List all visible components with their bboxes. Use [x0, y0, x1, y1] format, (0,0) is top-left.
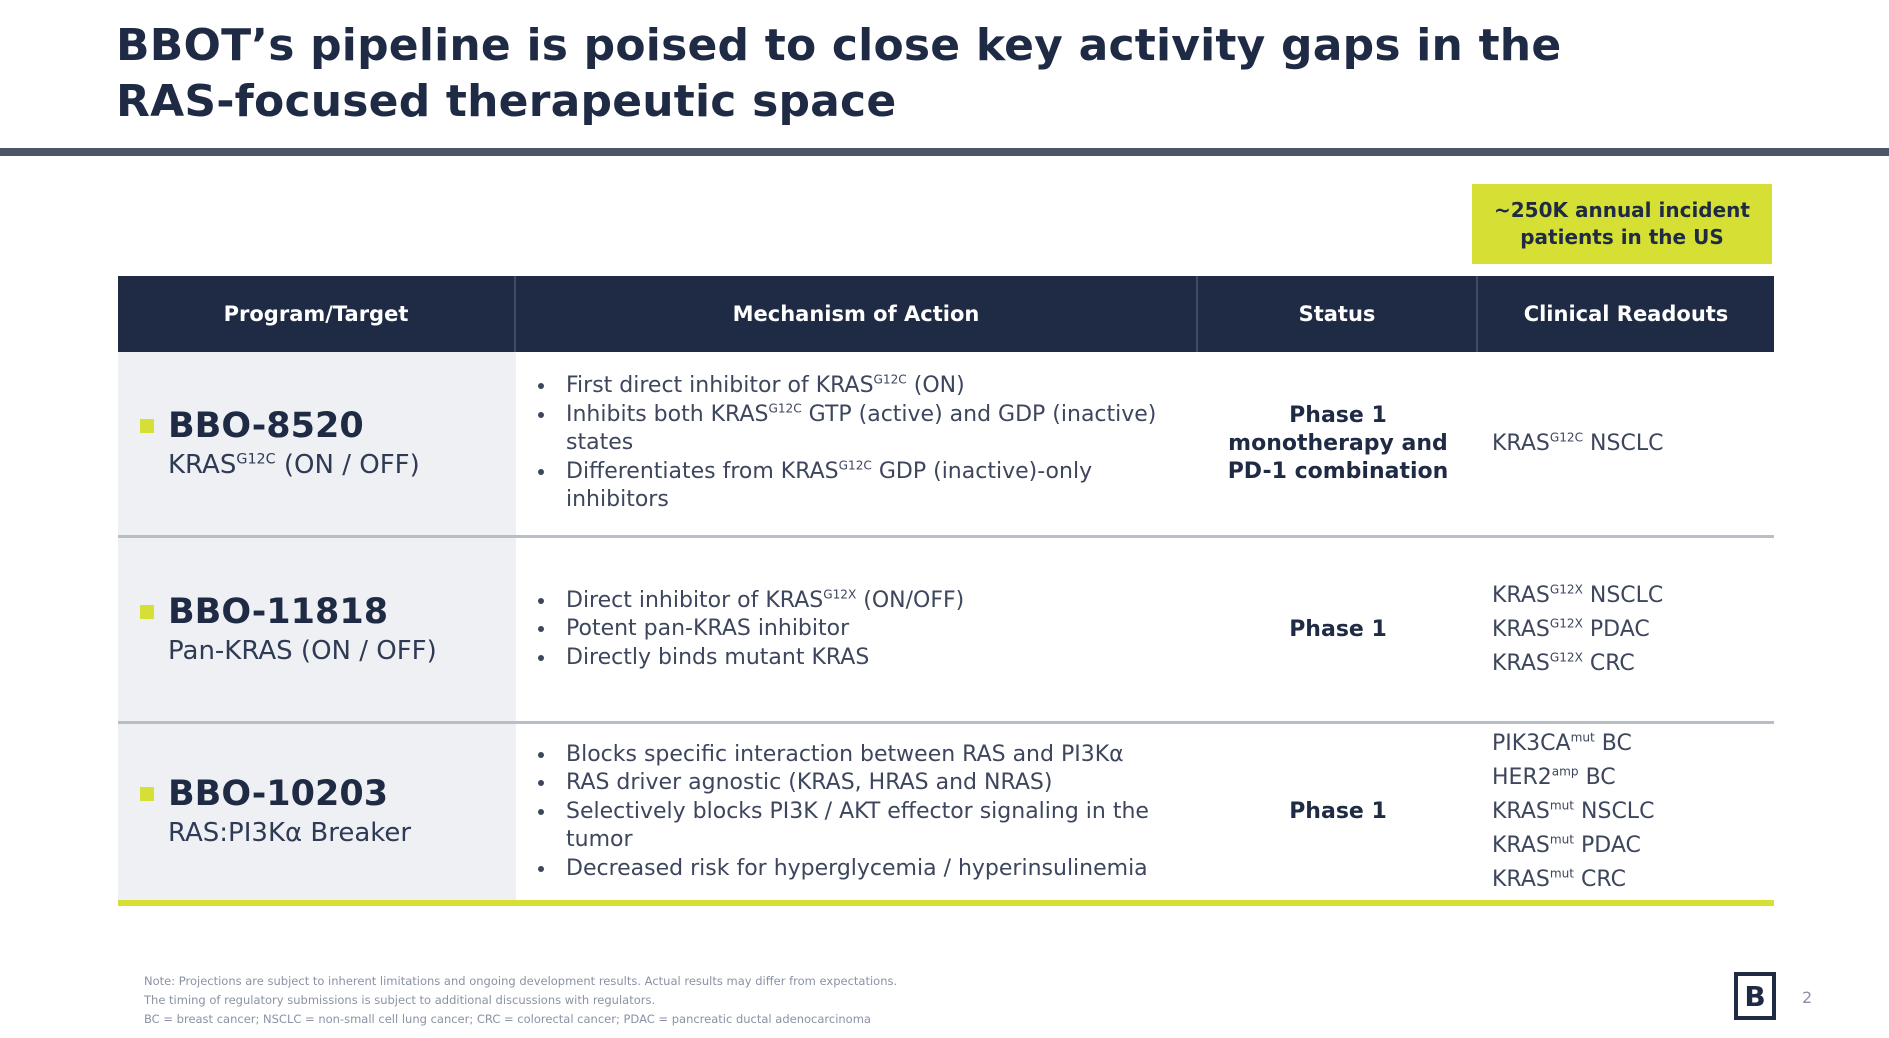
bullet-square-icon [140, 787, 154, 801]
mechanism-list [536, 741, 1184, 884]
mechanism-bullet: Decreased risk for hyperglycemia / hyperinsulinemia [558, 855, 1184, 884]
status-cell: Phase 1 [1289, 616, 1387, 642]
mechanism-list [536, 587, 964, 673]
program-name: BBO-11818 [168, 591, 389, 632]
table-row [118, 724, 1774, 906]
readouts-cell [1478, 724, 1774, 900]
bullet-square-icon [140, 605, 154, 619]
footnote-line: BC = breast cancer; NSCLC = non-small cell lung cancer; CRC = colorectal cancer; PDAC = pancreatic ductal adenocarcinoma [144, 1012, 871, 1026]
title-divider [0, 148, 1889, 156]
pipeline-table [118, 276, 1774, 906]
table-row [118, 538, 1774, 724]
mechanism-bullet: First direct inhibitor of $KRAS^{G12C}$ (ON) [558, 372, 1184, 401]
status-cell: Phase 1 [1289, 799, 1387, 824]
footnote-line: The timing of regulatory submissions is subject to additional discussions with regulators. [144, 993, 656, 1007]
readout-item: $KRAS^{G12C}$ NSCLC [1492, 430, 1664, 456]
readout-item: $PIK3CA^{mut}$ BC [1492, 730, 1632, 756]
readout-item: $HER2^{amp}$ BC [1492, 764, 1616, 790]
mechanism-bullet: Direct inhibitor of $KRAS^{G12X}$ (ON/OFF) [558, 587, 964, 616]
mechanism-bullet: Inhibits both $KRAS^{G12C}$ GTP (active) and GDP (inactive) states [558, 401, 1184, 458]
program-cell [118, 538, 516, 721]
mechanism-bullet: RAS driver agnostic (KRAS, HRAS and NRAS) [558, 769, 1184, 798]
company-logo: B [1734, 972, 1776, 1020]
header-status: Status [1198, 276, 1478, 352]
mechanism-bullet: Blocks specific interaction between RAS and PI3Kα [558, 741, 1184, 770]
readouts-cell [1478, 352, 1774, 535]
footnotes [144, 972, 1344, 1029]
mechanism-bullet: Directly binds mutant KRAS [558, 644, 964, 673]
readout-item: $KRAS^{G12X}$ NSCLC [1492, 582, 1664, 608]
program-target: $KRAS^{G12C}$ (ON / OFF) [168, 449, 420, 480]
readout-item: $KRAS^{mut}$ CRC [1492, 866, 1626, 892]
readout-item: $KRAS^{mut}$ PDAC [1492, 832, 1641, 858]
program-cell [118, 724, 516, 900]
program-name: BBO-10203 [168, 774, 389, 814]
mechanism-list [536, 372, 1184, 515]
readout-item: $KRAS^{G12X}$ PDAC [1492, 616, 1650, 642]
slide-title: BBOT’s pipeline is poised to close key activity gaps in the RAS-focused therapeutic space [116, 20, 1562, 127]
readout-item: $KRAS^{mut}$ NSCLC [1492, 798, 1655, 824]
table-header [118, 276, 1774, 352]
bullet-square-icon [140, 419, 154, 433]
footnote-line: Note: Projections are subject to inherent limitations and ongoing development results. Actual results may differ from expectations. [144, 974, 898, 988]
mechanism-bullet: Potent pan-KRAS inhibitor [558, 615, 964, 644]
mechanism-cell [516, 538, 1198, 721]
mechanism-bullet: Selectively blocks PI3K / AKT effector signaling in the tumor [558, 798, 1184, 855]
header-clinical-readouts: Clinical Readouts [1523, 302, 1729, 326]
header-program-target: Program/Target [118, 276, 516, 352]
program-target: Pan-KRAS (ON / OFF) [168, 635, 437, 666]
mechanism-cell [516, 724, 1198, 900]
program-target: RAS:PI3Kα Breaker [168, 818, 412, 848]
status-cell: Phase 1 monotherapy and PD-1 combination [1227, 402, 1449, 484]
program-name: BBO-8520 [168, 405, 364, 446]
mechanism-cell [516, 352, 1198, 535]
mechanism-bullet: Differentiates from $KRAS^{G12C}$ GDP (inactive)-only inhibitors [558, 458, 1184, 515]
incidence-callout: ~250K annual incident patients in the US [1472, 184, 1772, 264]
program-cell [118, 352, 516, 535]
header-mechanism: Mechanism of Action [516, 276, 1198, 352]
readouts-cell [1478, 538, 1774, 721]
page-number: 2 [1802, 988, 1813, 1007]
table-row [118, 352, 1774, 538]
readout-item: $KRAS^{G12X}$ CRC [1492, 650, 1635, 676]
